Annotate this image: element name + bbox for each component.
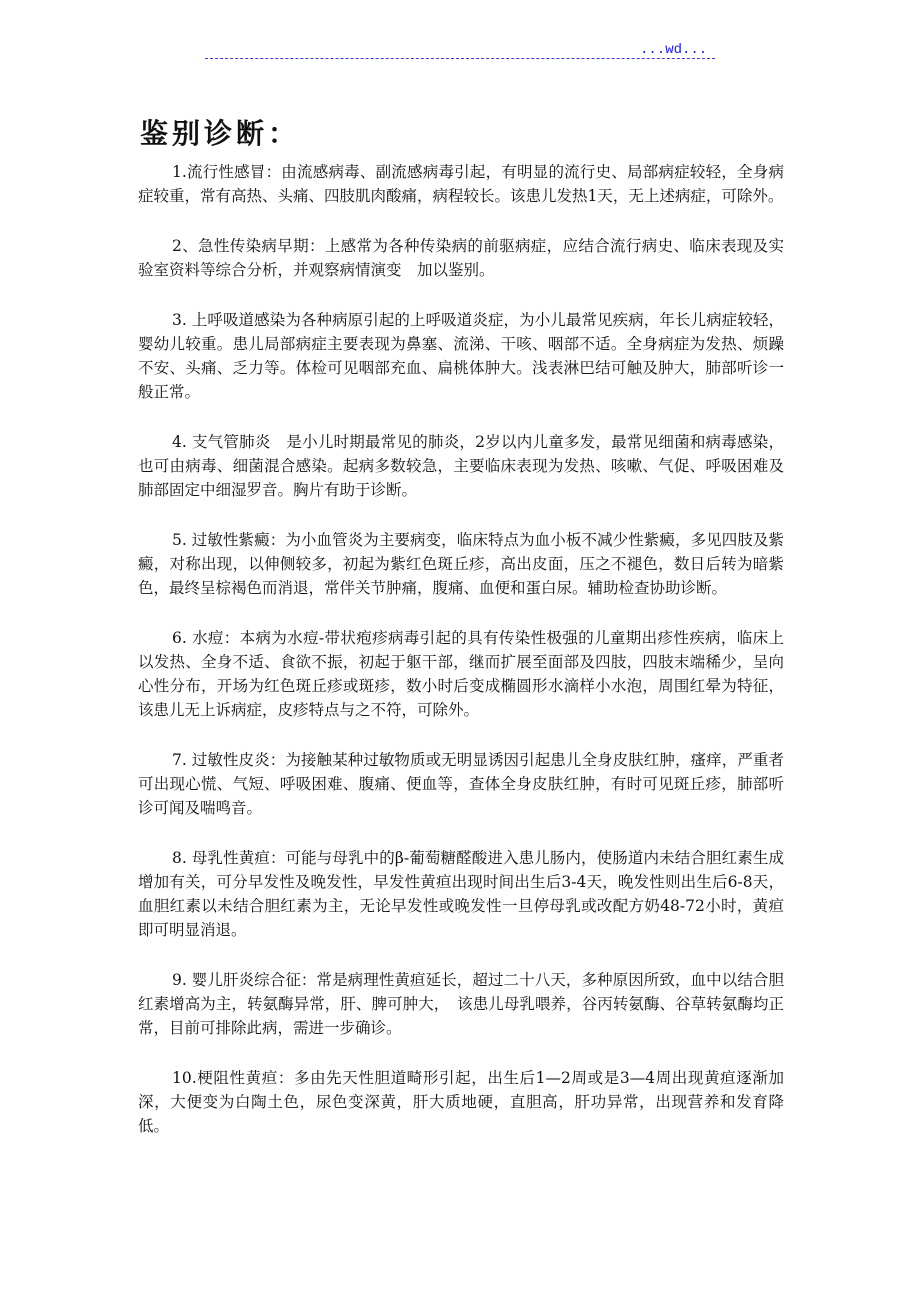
paragraph-2: 2、急性传染病早期：上感常为各种传染病的前驱病症，应结合流行病史、临床表现及实验室资料等综合分析，并观察病情演变 加以鉴别。 <box>138 237 784 279</box>
header-dashed-line <box>205 58 715 59</box>
paragraph-3: 3. 上呼吸道感染为各种病原引起的上呼吸道炎症，为小儿最常见疾病，年长儿病症较轻，婴幼儿较重。患儿局部病症主要表现为鼻塞、流涕、干咳、咽部不适。全身病症为发热、烦躁不安、头痛、乏力等。体检可见咽部充血、扁桃体肿大。浅表淋巴结可触及肿大，肺部听诊一般正常。 <box>138 311 784 401</box>
paragraph-8: 8. 母乳性黄疸：可能与母乳中的β-葡萄糖醛酸进入患儿肠内，使肠道内未结合胆红素生成增加有关，可分早发性及晚发性，早发性黄疸出现时间出生后3-4天，晚发性则出生后6-8天，血胆红素以未结合胆红素为主，无论早发性或晚发性一旦停母乳或改配方奶48-72小时，黄疸即可明显消退。 <box>138 849 784 939</box>
page-title: 鉴别诊断： <box>140 117 301 150</box>
paragraph-4: 4. 支气管肺炎 是小儿时期最常见的肺炎，2岁以内儿童多发，最常见细菌和病毒感染，也可由病毒、细菌混合感染。起病多数较急，主要临床表现为发热、咳嗽、气促、呼吸困难及肺部固定中细湿罗音。胸片有助于诊断。 <box>138 433 784 499</box>
document-body <box>138 160 784 1164</box>
paragraph-5: 5. 过敏性紫癜：为小血管炎为主要病变，临床特点为血小板不减少性紫癜，多见四肢及紫癜，对称出现，以伸侧较多，初起为紫红色斑丘疹，高出皮面，压之不褪色，数日后转为暗紫色，最终呈棕褐色而消退，常伴关节肿痛，腹痛、血便和蛋白尿。辅助检查协助诊断。 <box>138 531 784 597</box>
paragraph-10: 10.梗阻性黄疸：多由先天性胆道畸形引起，出生后1—2周或是3—4周出现黄疸逐渐加深，大便变为白陶土色，尿色变深黄，肝大质地硬，直胆高，肝功异常，出现营养和发育降低。 <box>138 1069 784 1135</box>
header-mark: ...wd... <box>640 42 708 58</box>
paragraph-6: 6. 水痘：本病为水痘-带状疱疹病毒引起的具有传染性极强的儿童期出疹性疾病，临床上以发热、全身不适、食欲不振，初起于躯干部，继而扩展至面部及四肢，四肢末端稀少，呈向心性分布，开场为红色斑丘疹或斑疹，数小时后变成椭圆形水滴样小水泡，周围红晕为特征，该患儿无上诉病症，皮疹特点与之不符，可除外。 <box>138 629 784 719</box>
paragraph-1: 1.流行性感冒：由流感病毒、副流感病毒引起，有明显的流行史、局部病症较轻，全身病症较重，常有高热、头痛、四肢肌肉酸痛，病程较长。该患儿发热1天，无上述病症，可除外。 <box>138 163 784 205</box>
paragraph-7: 7. 过敏性皮炎：为接触某种过敏物质或无明显诱因引起患儿全身皮肤红肿，瘙痒，严重者可出现心慌、气短、呼吸困难、腹痛、便血等，查体全身皮肤红肿，有时可见斑丘疹，肺部听诊可闻及喘鸣音。 <box>138 751 784 817</box>
paragraph-9: 9. 婴儿肝炎综合征：常是病理性黄疸延长，超过二十八天，多种原因所致，血中以结合胆红素增高为主，转氨酶异常，肝、脾可肿大， 该患儿母乳喂养，谷丙转氨酶、谷草转氨酶均正常，目前可排除此病，需进一步确诊。 <box>138 971 784 1037</box>
